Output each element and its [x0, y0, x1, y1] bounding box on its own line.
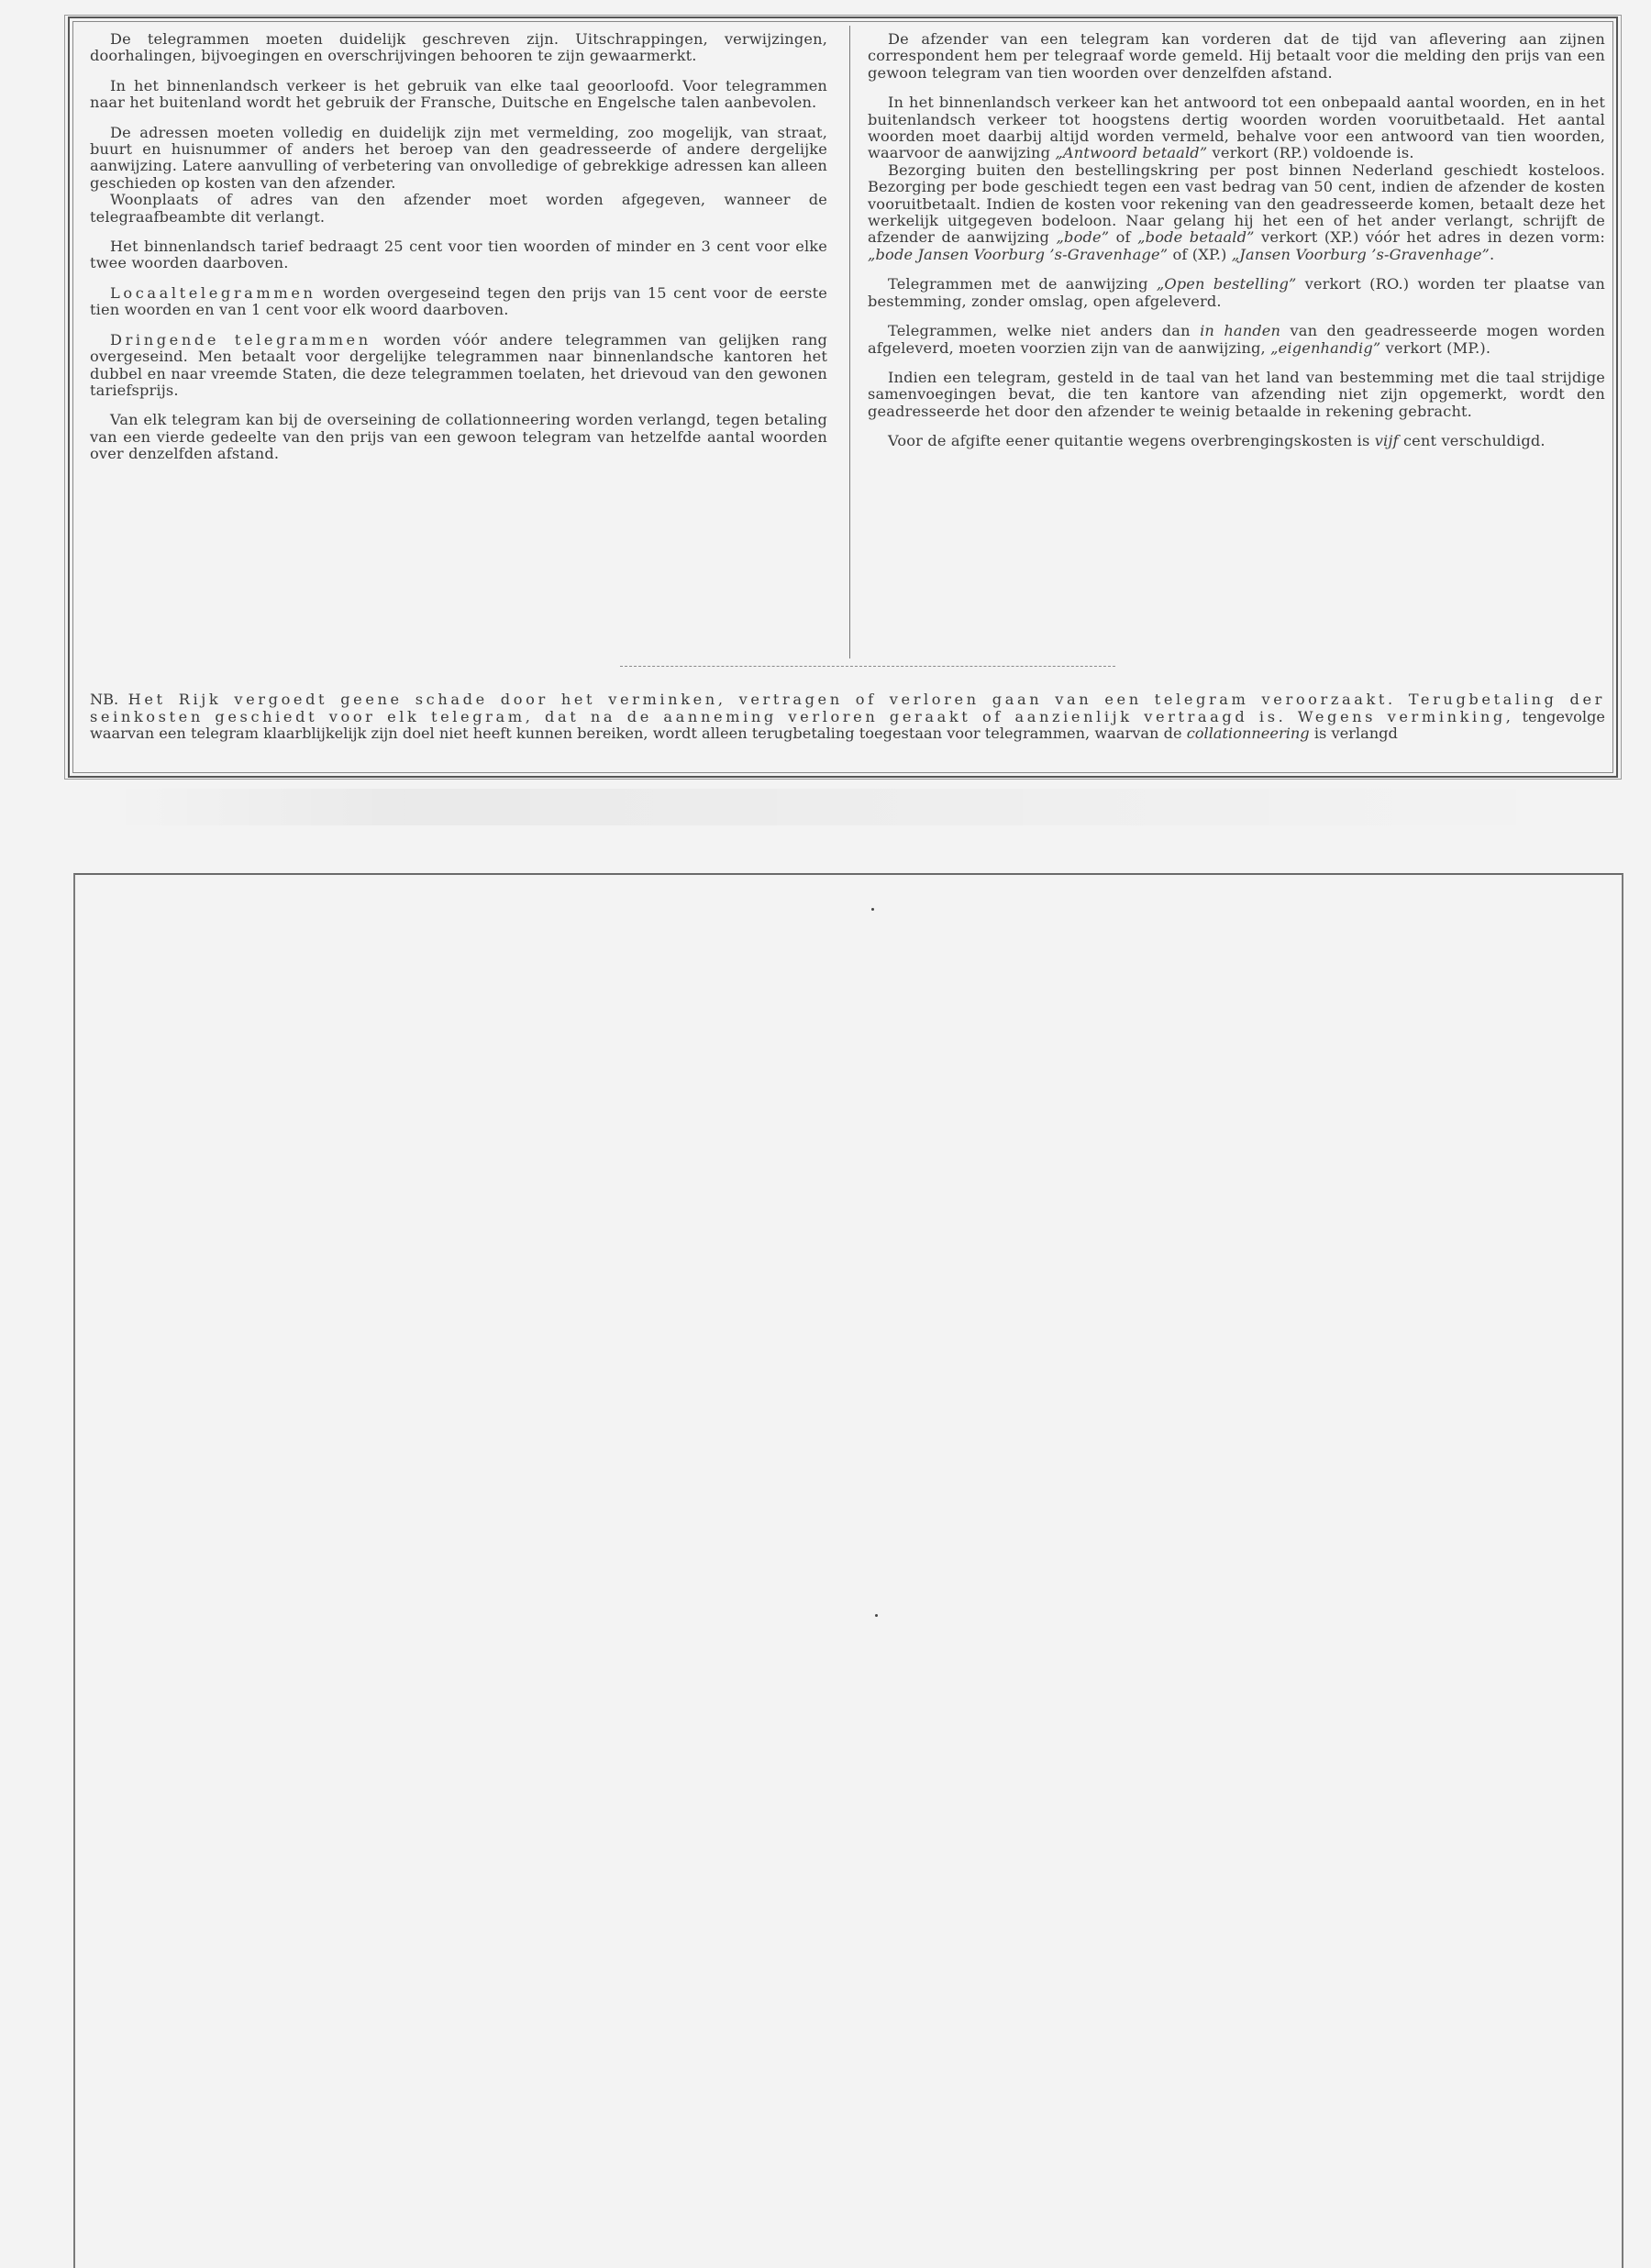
- paragraph-urgent-telegrams: [90, 332, 827, 400]
- blank-form-area: [73, 873, 1623, 2268]
- instructions-frame: [68, 17, 1618, 778]
- paragraph-domestic-tariff: Het binnenlandsch tarief bedraagt 25 cent voor tien woorden of minder en 3 cent voor elke twee woorden daarboven.: [90, 238, 827, 272]
- footnote-text: tengevolge waarvan een telegram klaarblijkelijk zijn doel niet heeft kunnen bereiken, wordt alleen terugbetaling toegestaan voor telegrammen, waarvan de: [90, 707, 1605, 742]
- paragraph-language-combinations: Indien een telegram, gesteld in de taal van het land van bestemming met die taal strijdige samenvoegingen bevat, die ten kantore van afzending niet zijn opgemerkt, wordt den geadresseerde het door den afzender te weinig betaalde in rekening gebracht.: [868, 368, 1605, 420]
- reply-paid-text: In het binnenlandsch verkeer kan het antwoord tot een onbepaald aantal woorden, en in het buitenlandsch verkeer tot hoogstens dertig woorden worden vooruitbetaald. Het aantal woorden moet daarbij altijd worden vermeld, behalve voor een antwoord van tien woorden, waarvoor de aanwijzing: [868, 94, 1605, 162]
- paragraph-courier-delivery: [868, 162, 1605, 263]
- paragraph-open-delivery: [868, 276, 1605, 310]
- personal-delivery-text-end: verkort (MP.).: [1380, 338, 1491, 357]
- local-telegrams-text: worden overgeseind tegen den prijs van 15 cent voor de eerste tien woorden en van 1 cent voor elk woord daarboven.: [90, 283, 827, 319]
- personal-delivery-term-hands: in handen: [1200, 322, 1281, 340]
- courier-example-1: „bode Jansen Voorburg ’s-Gravenhage”: [868, 245, 1169, 263]
- receipt-fee-amount: vijf: [1374, 432, 1399, 450]
- courier-example-2: „Jansen Voorburg ’s-Gravenhage”: [1231, 245, 1490, 263]
- paragraph-local-telegrams: [90, 285, 827, 319]
- footnote-spaced-text-2: Wegens verminking,: [1286, 707, 1514, 725]
- ink-speck: [875, 1614, 878, 1617]
- reply-paid-text-end: verkort (RP.) voldoende is.: [1207, 144, 1414, 162]
- urgent-telegrams-term: Dringende telegrammen: [110, 330, 371, 348]
- paragraph-language: In het binnenlandsch verkeer is het gebruik van elke taal geoorloofd. Voor telegrammen naar het buitenland wordt het gebruik der Fransche, Duitsche en Engelsche talen aanbevolen.: [90, 76, 827, 112]
- paragraph-collation: Van elk telegram kan bij de overseining de collationneering worden verlangd, tegen betaling van een vierde gedeelte van den prijs van een gewoon telegram van hetzelfde aantal woorden over denzelfden afstand.: [90, 411, 827, 463]
- instructions-right-column: [868, 31, 1605, 463]
- paragraph-reply-paid: [868, 94, 1605, 162]
- personal-delivery-text: Telegrammen, welke niet anders dan: [888, 322, 1201, 340]
- paragraph-sender-address: Woonplaats of adres van den afzender moet worden afgegeven, wanneer de telegraafbeambte dit verlangt.: [90, 191, 827, 226]
- instructions-left-column: [90, 31, 827, 476]
- courier-term-bode: „bode”: [1056, 228, 1110, 247]
- courier-text-or-xp: of (XP.): [1168, 245, 1232, 263]
- ink-speck: [871, 908, 874, 911]
- bleed-through-shadow: [110, 789, 1578, 825]
- urgent-telegrams-text: worden vóór andere telegrammen van gelijken rang overgeseind. Men betaalt voor dergelijke telegrammen naar binnenlandsche kantoren het dubbel en naar vreemde Staten, die deze telegrammen toelaten, het drievoud van den gewonen tariefsprijs.: [90, 330, 827, 399]
- paragraph-personal-delivery: [868, 323, 1605, 357]
- column-divider: [849, 26, 850, 658]
- footnote-spaced-text: Het Rijk vergoedt geene schade door het verminken, vertragen of verloren gaan van een telegram veroorzaakt. Terugbetaling der seinkosten geschiedt voor elk telegram, dat na de aanneming verloren geraakt of aanzienlijk vertraagd is.: [90, 691, 1605, 725]
- courier-term-bode-betaald: „bode betaald”: [1137, 228, 1255, 247]
- receipt-fee-text-end: cent verschuldigd.: [1398, 432, 1546, 450]
- courier-text-form: verkort (XP.) vóór het adres in dezen vorm:: [1254, 228, 1606, 247]
- footnote-label: NB.: [90, 691, 128, 709]
- footnote-liability: [90, 691, 1605, 742]
- reply-paid-term: „Antwoord betaald”: [1055, 144, 1208, 162]
- open-delivery-text: Telegrammen met de aanwijzing: [888, 275, 1157, 293]
- open-delivery-text-end: verkort (RO.) worden ter plaatse van bestemming, zonder omslag, open afgeleverd.: [868, 275, 1605, 310]
- open-delivery-term: „Open bestelling”: [1156, 275, 1297, 293]
- receipt-fee-text: Voor de afgifte eener quitantie wegens overbrengingskosten is: [888, 432, 1375, 450]
- paragraph-addresses: De adressen moeten volledig en duidelijk zijn met vermelding, zoo mogelijk, van straat, buurt en huisnummer of anders het beroep van den geadresseerde of andere dergelijke aanwijzing. Latere aanvulling of verbetering van onvolledige of gebrekkige adressen kan alleen geschieden op kosten van den afzender.: [90, 123, 827, 192]
- personal-delivery-term-eigenhandig: „eigenhandig”: [1270, 338, 1381, 357]
- personal-delivery-text-mid: van den geadresseerde mogen worden afgeleverd, moeten voorzien zijn van de aanwijzing,: [868, 322, 1605, 357]
- footnote-rule: [620, 666, 1115, 667]
- footnote-text-end: is verlangd: [1309, 725, 1398, 742]
- courier-text-end: .: [1489, 245, 1495, 263]
- paragraph-receipt-fee: [868, 433, 1605, 449]
- courier-text: Bezorging buiten den bestellingskring per post binnen Nederland geschiedt kosteloos. Bezorging per bode geschiedt tegen een vast bedrag van 50 cent, indien de afzender de kosten vooruitbetaalt. Indien de kosten voor rekening van den geadresseerde komen, betaalt deze het werkelijk uitgegeven bodeloon. Naar gelang hij het een of het ander verlangt, schrijft de afzender de aanwijzing: [868, 160, 1605, 247]
- footnote-collation-term: collationneering: [1186, 725, 1310, 742]
- courier-text-or: of: [1109, 228, 1138, 247]
- local-telegrams-term: Locaaltelegrammen: [110, 283, 316, 302]
- paragraph-legibility: De telegrammen moeten duidelijk geschreven zijn. Uitschrappingen, verwijzingen, doorhalingen, bijvoegingen en overschrijvingen behooren te zijn gewaarmerkt.: [90, 30, 827, 65]
- paragraph-delivery-notice: De afzender van een telegram kan vorderen dat de tijd van aflevering aan zijnen correspondent hem per telegraaf worde gemeld. Hij betaalt voor die melding den prijs van een gewoon telegram van tien woorden over denzelfden afstand.: [868, 30, 1605, 82]
